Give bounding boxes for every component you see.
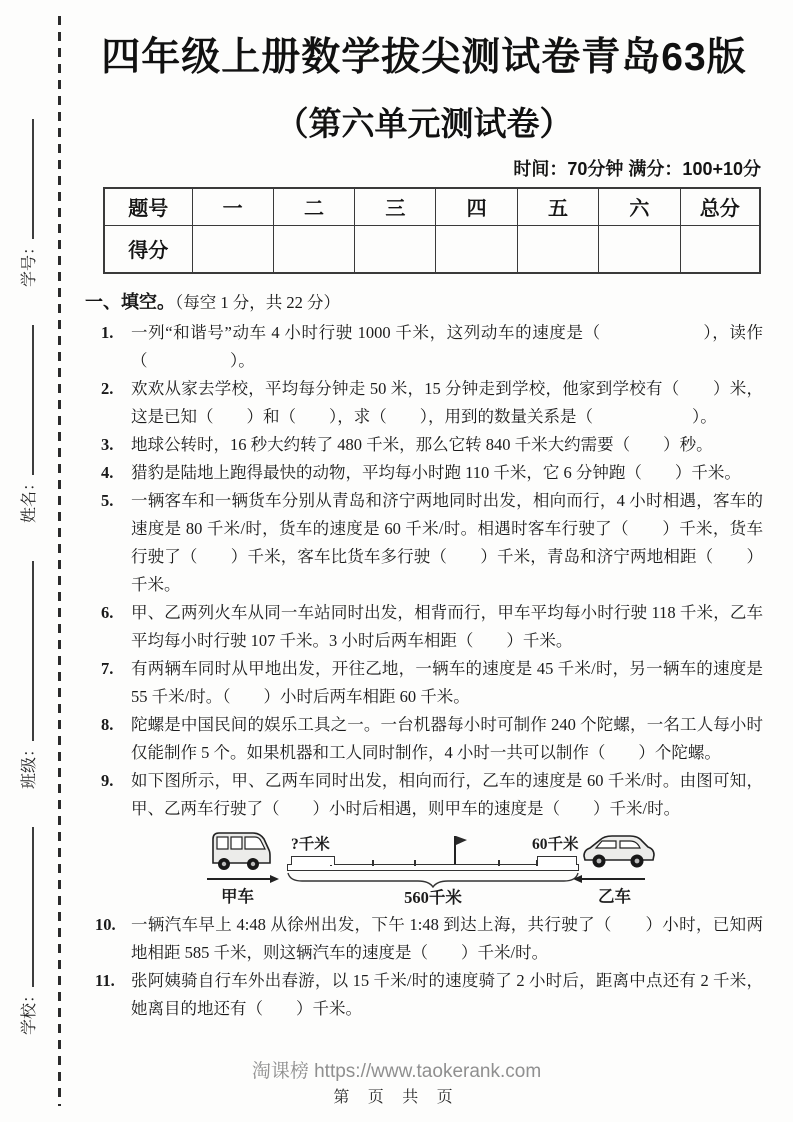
student-info-sidebar — [16, 95, 39, 1035]
score-table-score-row — [104, 225, 760, 273]
car-direction-arrow-icon — [581, 878, 645, 880]
score-table-header-row — [104, 188, 760, 225]
left-segment-bracket — [291, 856, 335, 865]
score-row-label: 得分 — [104, 225, 192, 273]
class-label: 班级： — [21, 740, 38, 789]
paper-content — [85, 0, 763, 1023]
score-col-4: 四 — [436, 188, 517, 225]
name-fill-line — [20, 325, 34, 475]
question-3 — [85, 431, 763, 459]
score-col-6: 六 — [599, 188, 680, 225]
school-label: 学校： — [21, 986, 38, 1035]
question-11-text: 张阿姨骑自行车外出春游，以 15 千米/时的速度骑了 2 小时后，距离中点还有 2 千米，她离目的地还有（ ）千米。 — [131, 971, 763, 1018]
question-10-text: 一辆汽车早上 4:48 从徐州出发，下午 1:48 到达上海，共行驶了（ ）小时，已知两地相距 585 千米，则这辆汽车的速度是（ ）千米/时。 — [131, 915, 763, 962]
bus-icon — [209, 825, 273, 873]
score-cell — [273, 225, 354, 273]
page-number-line: 第 页 共 页 — [333, 1089, 460, 1106]
score-cell — [436, 225, 517, 273]
right-distance-label: 60千米 — [532, 836, 579, 853]
question-8 — [85, 711, 763, 767]
question-3-text: 地球公转时，16 秒大约转了 480 千米，那么它转 840 千米大约需要（ ）秒。 — [131, 435, 713, 454]
score-col-2: 二 — [273, 188, 354, 225]
question-10-number: 10. — [95, 915, 116, 934]
question-8-text: 陀螺是中国民间的娱乐工具之一。一台机器每小时可制作 240 个陀螺，一名工人每小时仅能制作 5 个。如果机器和工人同时制作，4 小时一共可以制作（ ）个陀螺。 — [131, 715, 763, 762]
question-4 — [85, 459, 763, 487]
page-subtitle: （第六单元测试卷） — [275, 105, 573, 142]
score-cell-total — [680, 225, 760, 273]
score-cell — [599, 225, 680, 273]
page-title: 四年级上册数学拔尖测试卷青岛63版 — [101, 36, 747, 79]
question-6 — [85, 599, 763, 655]
fill-in-questions — [85, 319, 763, 1023]
name-field — [16, 325, 39, 523]
score-col-5: 五 — [517, 188, 598, 225]
score-col-total: 总分 — [680, 188, 760, 225]
score-col-1: 一 — [192, 188, 273, 225]
question-7-number: 7. — [101, 659, 114, 678]
car-icon — [582, 828, 656, 872]
time-score-info: 时间：70分钟 满分：100+10分 — [513, 159, 761, 179]
student-number-field — [16, 119, 39, 287]
road-tick — [372, 860, 374, 866]
question-9-number: 9. — [101, 771, 114, 790]
question-9-text: 如下图所示，甲、乙两车同时出发，相向而行，乙车的速度是 60 千米/时。由图可知，甲、乙两车行驶了（ ）小时后相遇，则甲车的速度是（ ）千米/时。 — [131, 771, 763, 818]
school-field — [16, 827, 39, 1035]
question-10 — [85, 911, 763, 967]
question-1-text: 一列“和谐号”动车 4 小时行驶 1000 千米，这列动车的速度是（ ），读作（ ）。 — [131, 323, 763, 370]
bus-direction-arrow-icon — [207, 878, 271, 880]
score-col-3: 三 — [355, 188, 436, 225]
question-1 — [85, 319, 763, 375]
question-4-text: 猎豹是陆地上跑得最快的动物，平均每小时跑 110 千米，它 6 分钟跑（ ）千米。 — [131, 463, 741, 482]
unknown-distance-label: ?千米 — [291, 836, 330, 853]
question-4-number: 4. — [101, 463, 114, 482]
question-5 — [85, 487, 763, 599]
score-cell — [517, 225, 598, 273]
score-cell — [355, 225, 436, 273]
question-5-number: 5. — [101, 491, 114, 510]
question-2 — [85, 375, 763, 431]
question-2-text: 欢欢从家去学校，平均每分钟走 50 米，15 分钟走到学校，他家到学校有（ ）米，这是已知（ ）和（ ），求（ ），用到的数量关系是（ ）。 — [131, 379, 763, 426]
question-8-number: 8. — [101, 715, 114, 734]
question-6-text: 甲、乙两列火车从同一车站同时出发，相背而行，甲车平均每小时行驶 118 千米，乙车平均每小时行驶 107 千米。3 小时后两车相距（ ）千米。 — [131, 603, 763, 650]
question-6-number: 6. — [101, 603, 114, 622]
school-fill-line — [20, 827, 34, 987]
name-label: 姓名： — [21, 474, 38, 523]
right-segment-bracket — [537, 856, 577, 865]
student-number-fill-line — [20, 119, 34, 239]
question-3-number: 3. — [101, 435, 114, 454]
score-table-corner: 题号 — [104, 188, 192, 225]
left-vehicle-label: 甲车 — [221, 887, 254, 906]
question-11-number: 11. — [95, 971, 115, 990]
watermark-site-link[interactable]: 淘课榜 https://www.taokerank.com — [251, 1061, 542, 1082]
meeting-flag-cloth — [456, 836, 467, 845]
section-one-heading — [85, 288, 763, 314]
question-7 — [85, 655, 763, 711]
question-11 — [85, 967, 763, 1023]
question-9 — [85, 767, 763, 823]
student-number-label: 学号： — [21, 238, 38, 287]
road-tick — [414, 860, 416, 866]
section-one-note: （每空 1 分，共 22 分） — [175, 293, 340, 312]
question-5-text: 一辆客车和一辆货车分别从青岛和济宁两地同时出发，相向而行，4 小时相遇，客车的速度是 80 千米/时，货车的速度是 60 千米/时。相遇时客车行驶了（ ）千米，货车行驶了（ ）千米，客车比货车多行驶（ ）千米，青岛和济宁两地相距（ ）千米。 — [131, 491, 763, 594]
class-fill-line — [20, 561, 34, 741]
question-1-number: 1. — [101, 323, 114, 342]
score-table — [103, 187, 761, 274]
fold-dashed-line — [58, 16, 61, 1106]
score-cell — [192, 225, 273, 273]
total-distance-label: 560千米 — [404, 888, 462, 907]
question-9-distance-diagram — [85, 825, 763, 909]
right-vehicle-label: 乙车 — [598, 887, 631, 906]
road-tick — [498, 860, 500, 866]
question-7-text: 有两辆车同时从甲地出发，开往乙地，一辆车的速度是 45 千米/时，另一辆车的速度是 55 千米/时。（ ）小时后两车相距 60 千米。 — [131, 659, 763, 706]
road-line — [287, 864, 579, 871]
question-2-number: 2. — [101, 379, 114, 398]
section-one-title: 一、填空。 — [85, 292, 175, 312]
class-field — [16, 561, 39, 789]
